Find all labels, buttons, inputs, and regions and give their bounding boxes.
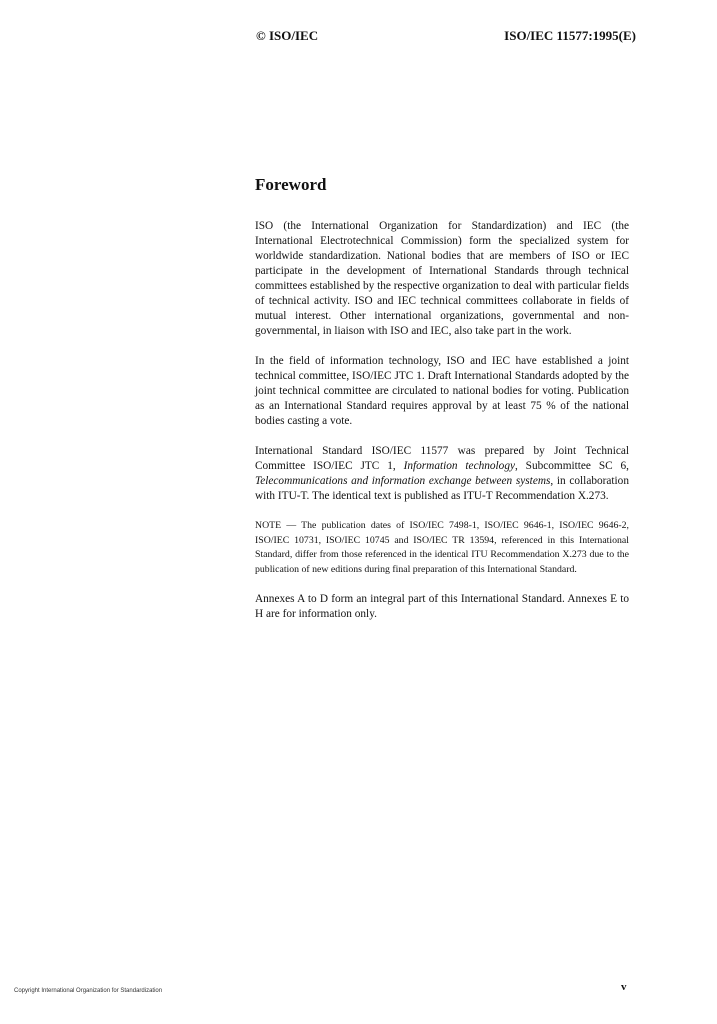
preparation-text-1: International Standard ISO/IEC 11577 was prepared by Joint Technical Committee ISO/IEC JTC 1, <box>255 445 629 472</box>
page-title: Foreword <box>255 175 327 194</box>
preparation-italic-1: Information technology <box>403 460 515 472</box>
header-copyright: © ISO/IEC <box>256 28 319 43</box>
paragraph-annexes: Annexes A to D form an integral part of this International Standard. Annexes E to H are for information only. <box>255 593 629 620</box>
foreword-body <box>255 219 629 637</box>
paragraph-jtc1: In the field of information technology, ISO and IEC have established a joint technical committee, ISO/IEC JTC 1. Draft International Standards adopted by the joint technical committee are circulated to national bodies for voting. Publication as an International Standard requires approval by at least 75 % of the national bodies casting a vote. <box>255 355 629 427</box>
page-number: v <box>621 981 627 993</box>
preparation-text-3: , in collaboration with ITU-T. The identical text is published as ITU-T Recommendation X.273. <box>255 475 629 502</box>
preparation-text-2: , Subcommittee SC 6, <box>514 460 629 472</box>
paragraph-preparation <box>255 444 629 504</box>
preparation-italic-2: Telecommunications and information exchange between systems <box>255 475 551 487</box>
paragraph-organizations: ISO (the International Organization for Standardization) and IEC (the International Electrotechnical Commission) form the specialized system for worldwide standardization. National bodies that are members of ISO or IEC participate in the development of International Standards through technical committees established by the respective organization to deal with particular fields of technical activity. ISO and IEC technical committees collaborate in fields of mutual interest. Other international organizations, governmental and non-governmental, in liaison with ISO and IEC, also take part in the work. <box>255 220 629 337</box>
footer-copyright: Copyright International Organization for Standardization <box>14 988 163 994</box>
note-paragraph: NOTE — The publication dates of ISO/IEC 7498-1, ISO/IEC 9646-1, ISO/IEC 9646-2, ISO/IEC 10731, ISO/IEC 10745 and ISO/IEC TR 13594, referenced in this International Standard, differ from those referenced in the identical ITU Recommendation X.273 due to the publication of new editions during final preparation of this International Standard. <box>255 520 629 575</box>
header-document-id: ISO/IEC 11577:1995(E) <box>504 28 636 43</box>
